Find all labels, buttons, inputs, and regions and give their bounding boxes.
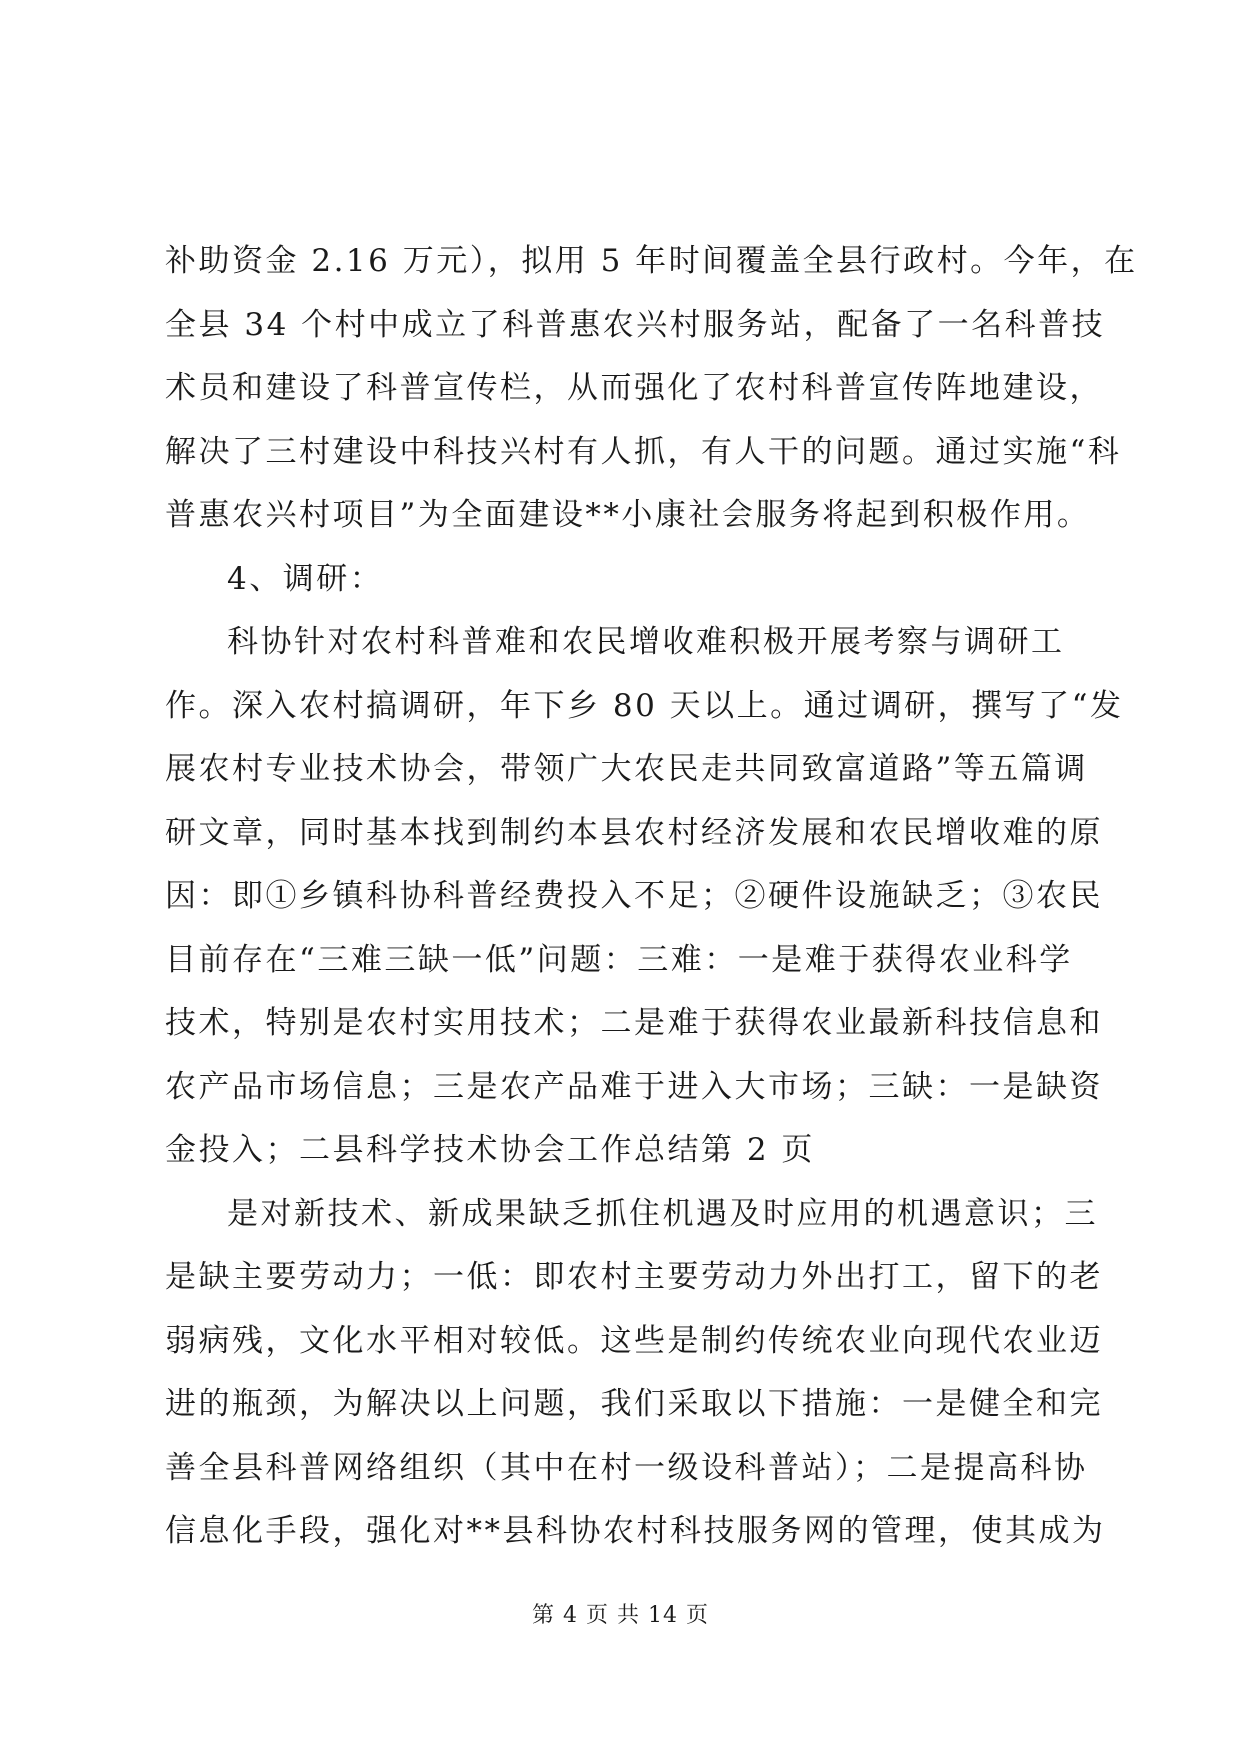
text-line: 金投入；二县科学技术协会工作总结第 2 页 xyxy=(165,1132,815,1168)
text-line: 因：即①乡镇科协科普经费投入不足；②硬件设施缺乏；③农民 xyxy=(165,878,1103,914)
text-line: 进的瓶颈，为解决以上问题，我们采取以下措施：一是健全和完 xyxy=(165,1386,1103,1422)
page-footer: 第 4 页 共 14 页 xyxy=(532,1603,709,1628)
text-line: 信息化手段，强化对**县科协农村科技服务网的管理，使其成为 xyxy=(165,1513,1106,1549)
text-line: 是缺主要劳动力；一低：即农村主要劳动力外出打工，留下的老 xyxy=(165,1259,1103,1295)
text-line: 全县 34 个村中成立了科普惠农兴村服务站，配备了一名科普技 xyxy=(165,306,1106,343)
text-line: 作。深入农村搞调研，年下乡 80 天以上。通过调研，撰写了“发 xyxy=(165,687,1124,724)
text-line: 解决了三村建设中科技兴村有人抓，有人干的问题。通过实施“科 xyxy=(165,433,1122,470)
text-line: 展农村专业技术协会，带领广大农民走共同致富道路”等五篇调 xyxy=(165,751,1088,787)
text-line: 普惠农兴村项目”为全面建设**小康社会服务将起到积极作用。 xyxy=(165,497,1091,533)
text-line: 是对新技术、新成果缺乏抓住机遇及时应用的机遇意识；三 xyxy=(227,1195,1098,1232)
text-line: 善全县科普网络组织（其中在村一级设科普站）；二是提高科协 xyxy=(165,1449,1088,1486)
text-line: 科协针对农村科普难和农民增收难积极开展考察与调研工 xyxy=(227,624,1065,660)
text-line: 农产品市场信息；三是农产品难于进入大市场；三缺：一是缺资 xyxy=(165,1068,1103,1105)
text-line: 目前存在“三难三缺一低”问题：三难：一是难于获得农业科学 xyxy=(165,941,1073,978)
text-line: 补助资金 2.16 万元），拟用 5 年时间覆盖全县行政村。今年，在 xyxy=(165,243,1138,279)
text-line: 弱病残，文化水平相对较低。这些是制约传统农业向现代农业迈 xyxy=(165,1322,1103,1359)
body-text xyxy=(165,230,1138,1564)
text-line: 研文章，同时基本找到制约本县农村经济发展和农民增收难的原 xyxy=(165,814,1103,851)
text-line: 技术，特别是农村实用技术；二是难于获得农业最新科技信息和 xyxy=(165,1005,1103,1041)
section-heading: 4、调研： xyxy=(227,560,384,597)
text-line: 术员和建设了科普宣传栏，从而强化了农村科普宣传阵地建设， xyxy=(165,370,1103,406)
